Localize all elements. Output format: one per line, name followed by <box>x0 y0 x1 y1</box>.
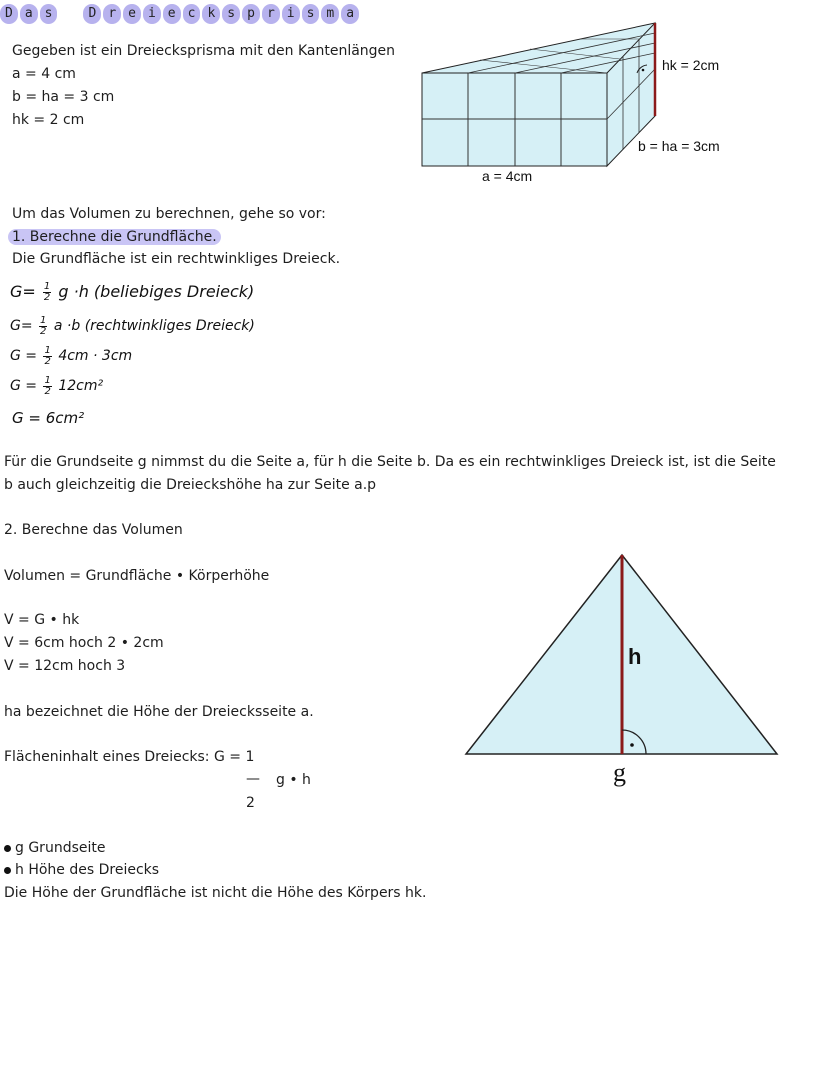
frac-num: 1 <box>44 344 51 356</box>
hand-line-4 <box>10 373 103 399</box>
hand-line-4-fraction <box>43 376 51 397</box>
frac-num: 1 <box>43 281 51 292</box>
bullet-icon <box>4 867 11 874</box>
triangle-label-h: h <box>628 644 642 669</box>
frac-den: 2 <box>44 355 51 367</box>
title-letter: a <box>341 4 359 24</box>
frac-den: 2 <box>43 292 51 303</box>
hand-line-1-post: g ·h (beliebiges Dreieck) <box>58 282 255 301</box>
title-letter: a <box>20 4 38 24</box>
step1-highlight: 1. Berechne die Grundfläche. <box>8 229 221 245</box>
hand-line-5: G = 6cm² <box>12 409 85 427</box>
ha-note: ha bezeichnet die Höhe der Dreiecksseite a. <box>4 704 314 720</box>
explanation-line-2: b auch gleichzeitig die Dreieckshöhe ha zur Seite a.p <box>4 477 377 493</box>
frac-num: 1 <box>44 374 51 386</box>
bullet-g-text: g Grundseite <box>15 840 106 856</box>
frac-den: 2 <box>44 385 51 397</box>
triangle-area-label: Flächeninhalt eines Dreiecks: G = 1 <box>4 749 255 765</box>
prism-label-a: a = 4cm <box>482 168 533 184</box>
volume-formula: Volumen = Grundfläche • Körperhöhe <box>4 568 270 584</box>
bullet-h <box>4 859 159 881</box>
triangle-area-gh: g • h <box>276 772 311 788</box>
title-letter: i <box>143 4 161 24</box>
given-hk: hk = 2 cm <box>12 112 85 128</box>
bullet-g <box>4 837 105 859</box>
steps-intro: Um das Volumen zu berechnen, gehe so vor: <box>12 206 326 222</box>
hand-line-3 <box>10 343 132 369</box>
triangle-area-dash: — <box>246 771 260 787</box>
hand-line-2-post: a ·b (rechtwinkliges Dreieck) <box>53 318 255 334</box>
explanation-line-1: Für die Grundseite g nimmst du die Seite a, für h die Seite b. Da es ein rechtwinkliges Dreieck ist, ist die Seite <box>4 454 776 470</box>
title-letter: s <box>302 4 320 24</box>
bullet-h-text: h Höhe des Dreiecks <box>15 862 160 878</box>
title-letter: e <box>163 4 181 24</box>
prism-label-hk: hk = 2cm <box>662 57 720 73</box>
title-letter: e <box>123 4 141 24</box>
title-letter: r <box>262 4 280 24</box>
prism-diagram <box>415 15 735 190</box>
hand-line-2 <box>10 313 255 339</box>
triangle-label-g: g <box>613 758 626 787</box>
intro-text: Gegeben ist ein Dreiecksprisma mit den Kantenlängen <box>12 43 396 59</box>
title-letter: c <box>183 4 201 24</box>
hand-line-2-fraction <box>39 316 47 337</box>
step1-heading <box>12 226 221 248</box>
page-title <box>0 2 361 36</box>
volume-line-2: V = 6cm hoch 2 • 2cm <box>4 635 164 651</box>
title-letter: p <box>242 4 260 24</box>
title-letter: D <box>0 4 18 24</box>
title-letter: s <box>40 4 58 24</box>
step2-heading: 2. Berechne das Volumen <box>4 522 183 538</box>
title-letter: k <box>202 4 220 24</box>
hand-line-1-pre: G= <box>10 282 36 301</box>
hand-line-1-fraction <box>43 282 51 303</box>
prism-label-b: b = ha = 3cm <box>638 138 720 154</box>
hand-line-3-pre: G = <box>10 348 38 364</box>
title-letter: i <box>282 4 300 24</box>
title-letter: r <box>103 4 121 24</box>
hand-line-2-pre: G= <box>10 318 33 334</box>
hand-line-1 <box>10 279 254 305</box>
hand-line-4-post: 12cm² <box>58 378 104 394</box>
step1-description: Die Grundfläche ist ein rechtwinkliges Dreieck. <box>12 251 341 267</box>
hand-line-4-pre: G = <box>10 378 38 394</box>
final-note: Die Höhe der Grundfläche ist nicht die Höhe des Körpers hk. <box>4 885 427 901</box>
title-letter: s <box>222 4 240 24</box>
frac-den: 2 <box>40 325 47 337</box>
frac-num: 1 <box>40 314 47 326</box>
hand-line-3-post: 4cm · 3cm <box>58 348 133 364</box>
bullet-icon <box>4 845 11 852</box>
triangle-diagram <box>460 548 785 763</box>
given-a: a = 4 cm <box>12 66 76 82</box>
triangle-area-denominator: 2 <box>246 795 255 811</box>
title-letter: m <box>321 4 339 24</box>
title-letter: D <box>83 4 101 24</box>
volume-line-1: V = G • hk <box>4 612 80 628</box>
given-b: b = ha = 3 cm <box>12 89 115 105</box>
hand-line-3-fraction <box>43 346 51 367</box>
volume-line-3: V = 12cm hoch 3 <box>4 658 126 674</box>
